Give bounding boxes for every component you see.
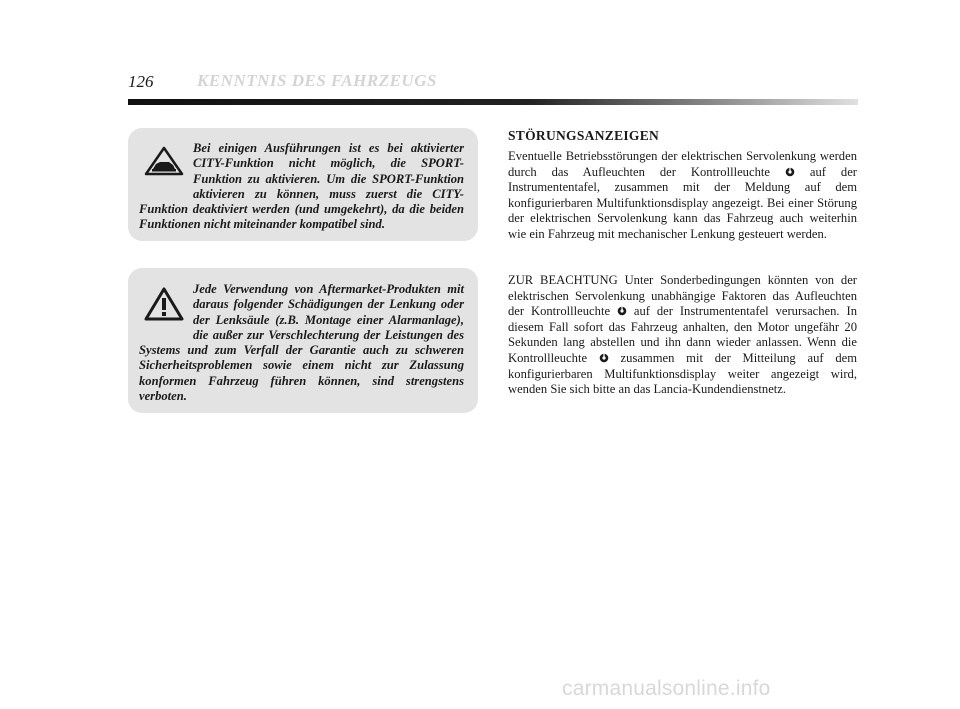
steering-warning-lamp-icon bbox=[785, 166, 795, 176]
watermark: carmanualsonline.info bbox=[562, 677, 771, 700]
paragraph-note bbox=[508, 273, 857, 398]
paragraph-text: Eventuelle Betriebsstörungen der elektrischen Servolenkung werden durch das Aufleuchten der Kontrollleuchte bbox=[508, 149, 857, 179]
steering-warning-lamp-icon bbox=[599, 352, 609, 362]
page-number: 126 bbox=[128, 72, 154, 91]
paragraph-text: auf der Instrumententafel, zusammen mit der Meldung auf dem konfigurierbaren Multifunktionsdisplay angezeigt. Bei einer Störung der elektrischen Servolenkung kann das Fahrzeug auch weiterhin wie ein Fahrzeug mit mechanischer Lenkung gesteuert werden. bbox=[508, 164, 857, 241]
section-title: STÖRUNGSANZEIGEN bbox=[508, 128, 660, 143]
note-text: Jede Verwendung von Aftermarket-Produkten mit daraus folgender Schädigungen der Lenkung oder der Lenksäule (z.B. Montage einer Alarmanlage), die außer zur Verschlechterung der Leistungen des Systems und zum Verfall der Garantie auch zu schweren Sicherheitsproblemen sowie einem nicht zur Zulassung konformen Fahrzeug führen können, sind strengstens verboten. bbox=[139, 282, 464, 404]
paragraph-text: zusammen mit der Mitteilung auf dem konfigurierbaren Multifunktionsdisplay weiter angezeigt wird, wenden Sie sich bitte an das Lancia-Kundendienstnetz. bbox=[508, 350, 857, 397]
steering-warning-lamp-icon bbox=[617, 305, 627, 315]
note-box-city-sport bbox=[128, 128, 478, 241]
chapter-title: KENNTNIS DES FAHRZEUGS bbox=[197, 71, 437, 90]
car-caution-icon bbox=[139, 141, 193, 187]
paragraph-text: auf der Instrumententafel verursachen. In diesem Fall sofort das Fahrzeug anhalten, den Motor ungefähr 20 Sekunden lang abstellen und ihn dann wieder anlassen. Wenn die Kontrollleuchte bbox=[508, 304, 857, 365]
header-rule bbox=[128, 99, 858, 105]
note-box-aftermarket-warning bbox=[128, 268, 478, 413]
warning-triangle-icon bbox=[139, 282, 193, 332]
paragraph-text: ZUR BEACHTUNG Unter Sonderbedingungen könnten von der elektrischen Servolenkung unabhängige Faktoren das Aufleuchten der Kontrollleuchte bbox=[508, 273, 857, 319]
paragraph-fault-indication bbox=[508, 149, 857, 243]
note-text: Bei einigen Ausführungen ist es bei aktivierter CITY-Funktion nicht möglich, die SPORT-Funktion zu aktivieren. Um die SPORT-Funktion aktivieren zu können, muss zuerst die CITY-Funktion deaktiviert werden (und umgekehrt), da die beiden Funktionen nicht miteinander kompatibel sind. bbox=[139, 141, 464, 232]
